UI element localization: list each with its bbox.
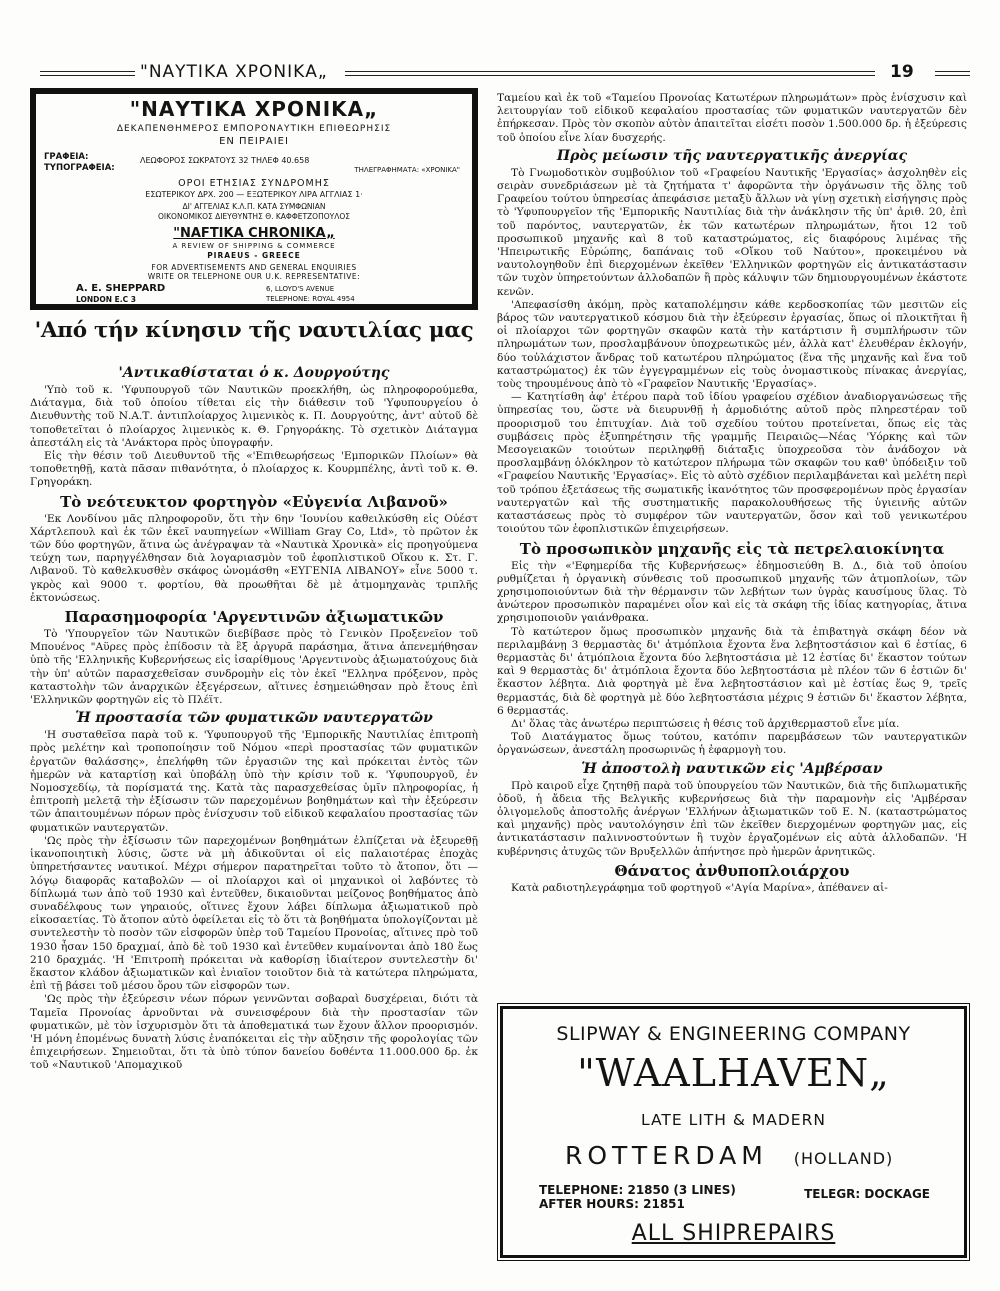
left-column bbox=[30, 362, 478, 1073]
running-title: "ΝΑΥΤΙΚΑ ΧΡΟΝΙΚΑ„ bbox=[140, 62, 328, 82]
masthead-title: "ΝΑΥΤΙΚΑ ΧΡΟΝΙΚΑ„ bbox=[129, 97, 379, 121]
section-heading: Πρὸς μείωσιν τῆς ναυτεργατικῆς ἀνεργίας bbox=[556, 147, 908, 164]
masthead-en-city: PIRAEUS - GREECE bbox=[207, 251, 301, 260]
section-heading: Τὸ προσωπικὸν μηχανῆς εἰς τὰ πετρελαιοκίνητα bbox=[519, 539, 945, 558]
masthead-rep-address: 6, LLOYD'S AVENUE bbox=[266, 285, 335, 293]
masthead-address: ΛΕΩΦΟΡΟΣ ΣΩΚΡΑΤΟΥΣ 32 ΤΗΛΕΦ 40.658 bbox=[140, 156, 310, 165]
paragraph: Τοῦ Διατάγματος ὅμως τούτου, κατόπιν παρεμβάσεων τῶν ναυτεργατικῶν ὀργανώσεων, ἀνεστάλη προσωρινῶς ἡ ἐφαρμογὴ του. bbox=[497, 731, 967, 757]
ad-after-hours: AFTER HOURS: 21851 bbox=[539, 1197, 685, 1211]
paragraph: Εἰς τὴν «'Εφημερίδα τῆς Κυβερνήσεως» ἐδημοσιεύθη Β. Δ., διὰ τοῦ ὁποίου ρυθμίζεται ἡ ὀργανικὴ σύνθεσις τοῦ προσωπικοῦ μηχανῆς τῶν ἀτμοπλοίων, τῶν χρησιμοποιούντων διὰ τὴν θέρμανσιν τῶν λεβήτων των ὑγρὰς καυσίμους ὕλας. Τὸ ἀνώτερον προσωπικὸν παραμένει οἷον καὶ εἰς τὰ σκάφη τῆς ἰδίας κατηγορίας, ἅτινα χρησιμοποιοῦν γαιάνθρακα. bbox=[497, 559, 967, 625]
masthead-rep-city: LONDON E.C 3 bbox=[76, 295, 136, 304]
header-rule bbox=[345, 71, 875, 76]
ad-former-name: LATE LITH & MADERN bbox=[641, 1111, 826, 1129]
masthead-offices-label: ΓΡΑΦΕΙΑ: ΤΥΠΟΓΡΑΦΕΙΑ: bbox=[44, 152, 115, 173]
paragraph: Δι' ὅλας τὰς ἀνωτέρω περιπτώσεις ἡ θέσις τοῦ ἀρχιθερμαστοῦ εἶνε μία. bbox=[511, 717, 900, 730]
section-heading: Θάνατος ἀνθυποπλοιάρχου bbox=[614, 861, 850, 880]
header-rule bbox=[40, 71, 135, 76]
ad-city: ROTTERDAM bbox=[565, 1141, 768, 1170]
paragraph: Τὸ κατώτερον ὅμως προσωπικὸν μηχανῆς διὰ τὰ ἐπιβατηγὰ σκάφη δέον νὰ περιλαμβάνῃ 3 θερμαστὰς δι' ἀτμόπλοια ἔχοντα ἕνα λεβητοστάσιον καὶ 6 ἑστίας, 6 θερμαστὰς δι' ἀτμόπλοια ἔχοντα δύο λεβητοστάσια μὲ 12 ἑστίας δι' ἕκαστον τούτων καὶ 9 θερμαστὰς δι' ἀτμόπλοια ἔχοντα δύο λεβητοστάσια μὲ πλέον τῶν 6 ἑστιῶν δι' ἕκαστον λέβητα. Διὰ φορτηγὰ μὲ ἕνα λεβητοστάσιον καὶ μὲ ἑστίας ἕως 9, τρεῖς θερμαστάς, διὰ δὲ φορτηγὰ μὲ δύο λεβητοστάσια μέχρις 9 ἑστιῶν δι' ἕκαστον λέβητα, 6 θερμαστάς. bbox=[497, 625, 967, 717]
section-heading: Παρασημοφορία 'Αργεντινῶν ἀξιωματικῶν bbox=[64, 608, 444, 627]
masthead-subscription-title: ΟΡΟΙ ΕΤΗΣΙΑΣ ΣΥΝΔΡΟΜΗΣ bbox=[178, 178, 330, 189]
paragraph: — Κατητίσθη ἀφ' ἑτέρου παρὰ τοῦ ἰδίου γραφείου σχέδιον ἀναδιοργανώσεως τῆς ὑπηρεσίας του, ὥστε νὰ διευρυνθῇ ἡ ἁρμοδιότης αὐτοῦ πρὸς πληρεστέραν τοῦ προορισμοῦ του ἐπιτυχίαν. Διὰ τοῦ σχεδίου τούτου προτείνεται, ὅπως εἰς τὰς συμβάσεις πρὸς ἐξυπηρέτησιν τῆς γραμμῆς Πειραιῶς—Νέας 'Υόρκης καὶ τῶν Μεσογειακῶν τοιούτων περιληφθῇ διάταξις ὑποχρεοῦσα τὸν ἀνάδοχον νὰ προσλαμβάνῃ ὁλόκληρον τὸ κατώτερον πλήρωμα τῶν σκαφῶν του καθ' ὑπόδειξιν τοῦ «Γραφείου Ναυτικῆς 'Εργασίας». Εἰς τὸ αὐτὸ σχέδιον περιλαμβάνεται καὶ μελέτη περὶ τοῦ τρόπου ἐξετάσεως τῆς σωματικῆς ἱκανότητος τῶν προσφερομένων πρὸς ἐργασίαν ναυτεργατῶν καὶ τῆς συστηματικῆς παρακολουθήσεως τῆς ὑγιεινῆς αὐτῶν καταστάσεως πρὸς τὸ συμφέρον τῶν ναυτεργατῶν, ὅσον καὶ τοῦ γενικωτέρου τοιούτου τῶν ἐφοπλιστικῶν ἐπιχειρήσεων. bbox=[497, 391, 967, 536]
masthead-en-review: A REVIEW OF SHIPPING & COMMERCE bbox=[172, 242, 336, 250]
masthead-enquiries-1: FOR ADVERTISEMENTS AND GENERAL ENQUIRIES bbox=[151, 263, 357, 272]
paragraph: Εἰς τὴν θέσιν τοῦ Διευθυντοῦ τῆς «'Επιθεωρήσεως 'Εμπορικῶν Πλοίων» θὰ τοποθετηθῇ, κατὰ πᾶσαν πιθανότητα, ὁ πλοίαρχος κ. Κουρμπέλης, ἀντὶ τοῦ κ. Θ. Γρηγοράκη. bbox=[30, 450, 478, 489]
section-heading: Τὸ νεότευκτον φορτηγὸν «Εὐγενία Λιβανοῦ» bbox=[60, 492, 448, 511]
paragraph: Πρὸ καιροῦ εἶχε ζητηθῇ παρὰ τοῦ ὑπουργείου τῶν Ναυτικῶν, διὰ τῆς διπλωματικῆς ὁδοῦ, ἡ ἄδεια τῆς Βελγικῆς κυβερνήσεως διὰ τὴν παραμονὴν εἰς 'Αμβέρσαν ὀλιγομελοῦς ἀποστολῆς ἀνέργων 'Ελλήνων ἀξιωματικῶν τοῦ Ε. Ν. (καταστρώματος καὶ μηχανῆς) πρὸς ναυτολόγησιν ἐπὶ τῶν ἐκεῖθεν διερχομένων φορτηγῶν μας, εἰς ἀντικατάστασιν παλιννοστούντων ἢ τυχὸν ἐργαζομένων εἰς αὐτὰ ἀλλοδαπῶν. 'Η κυβέρνησις ἀτυχῶς τῶν Βρυξελλῶν ἀπήντησε πρὸ ἡμερῶν ἀρνητικῶς. bbox=[497, 779, 967, 858]
masthead-box bbox=[30, 88, 478, 310]
paragraph: 'Ως πρὸς τὴν ἐξίσωσιν τῶν παρεχομένων βοηθημάτων ἐλπίζεται νὰ ἐξευρεθῇ ἱκανοποιητικὴ λύσις, ὥστε νὰ μὴ ἀδικοῦνται οἱ εἰς παλαιοτέρας ἐποχὰς ὑπηρετήσαντες ναυτικοί. Μέχρι σήμερον παρατηρεῖται τοῦτο τὸ ἄτοπον, ὅτι — λόγῳ διαφορᾶς καταβολῶν — οἱ πλοίαρχοι καὶ οἱ μηχανικοὶ οἱ λαβόντες τὸ δίπλωμά των ἀπὸ τοῦ 1930 καὶ ἐντεῦθεν, δικαιοῦνται μείζονος βοηθήματος ἀπὸ συναδέλφους των γηραιούς, οἵτινες ἔχουν λάβει δίπλωμα ἀξιωματικοῦ πρὸ εἰκοσαετίας. Τὸ ἄτοπον αὐτὸ ὀφείλεται εἰς τὸ ὅτι τὰ βοηθήματα ὑπολογίζονται μὲ συντελεστὴν τὸ ποσὸν τῶν εἰσφορῶν ὑπὲρ τοῦ Ταμείου Προνοίας, αἵτινες πρὸ τοῦ 1930 ἦσαν 150 δραχμαί, ἀπὸ δὲ τοῦ 1930 καὶ ἐντεῦθεν κυμαίνονται ἀπὸ 180 ἕως 210 δραχμάς. 'Η 'Επιτροπὴ πρόκειται νὰ καθορίσῃ ἰδιαίτερον συντελεστὴν δι' ἕκαστον κλάδον ἀξιωματικῶν καὶ ἑνιαῖον τοιοῦτον διὰ τὰ κατώτερα πληρώματα, ἐπὶ τῇ βάσει τοῦ μέσου ὅρου τῶν εἰσφορῶν των. bbox=[30, 834, 478, 993]
masthead-rep-name: A. E. SHEPPARD bbox=[76, 283, 166, 294]
masthead-telegraph: ΤΗΛΕΓΡΑΦΗΜΑΤΑ: «ΧΡΟΝΙΚΑ" bbox=[354, 166, 460, 174]
masthead-rep-phone: TELEPHONE: ROYAL 4954 bbox=[266, 295, 355, 303]
masthead-enquiries-2: WRITE OR TELEPHONE OUR U.K. REPRESENTATIVE: bbox=[147, 272, 361, 281]
ad-phones bbox=[539, 1183, 736, 1211]
section-heading: 'Αντικαθίσταται ὁ κ. Δουργούτης bbox=[118, 365, 390, 381]
section-heading: Ἡ ἀποστολὴ ναυτικῶν εἰς 'Αμβέρσαν bbox=[581, 760, 883, 777]
ad-tagline: ALL SHIPREPAIRS bbox=[631, 1221, 836, 1246]
ad-city-line bbox=[565, 1141, 1000, 1170]
masthead-prices: ΕΣΩΤΕΡΙΚΟΥ ΔΡΧ. 200 — ΕΞΩΤΕΡΙΚΟΥ ΛΙΡΑ ΑΓΓΛΙΑΣ 1· bbox=[145, 190, 363, 199]
paragraph: 'Ως πρὸς τὴν ἐξεύρεσιν νέων πόρων γεννῶνται σοβαραὶ δυσχέρειαι, διότι τὰ Ταμεῖα Προνοίας ἀρνοῦνται νὰ συνεισφέρουν διὰ τὴν προστασίαν τῶν φυματικῶν, μὲ τὸν ἰσχυρισμὸν ὅτι τὰ ἀποθεματικά των ἔχουν ἄλλον προορισμόν. 'Η μόνη ἑπομένως δυνατὴ λύσις ἐναπόκειται εἰς τὴν αὔξησιν τῆς φορολογίας τῶν ἐπιχειρήσεων. Σημειοῦται, ὅτι τὰ ὑπὸ τύπον δανείου δοθέντα 11.000.000 δρ. ἐκ τοῦ «Ναυτικοῦ 'Απομαχικοῦ bbox=[30, 993, 478, 1072]
masthead-subtitle: ΔΕΚΑΠΕΝΘΗΜΕΡΟΣ ΕΜΠΟΡΟΝΑΥΤΙΚΗ ΕΠΙΘΕΩΡΗΣΙΣ bbox=[116, 124, 392, 134]
masthead-director: ΟΙΚΟΝΟΜΙΚΟΣ ΔΙΕΥΘΥΝΤΗΣ Θ. ΚΑΦΦΕΤΖΟΠΟΥΛΟΣ bbox=[158, 212, 350, 221]
paragraph: Τὸ 'Υπουργεῖον τῶν Ναυτικῶν διεβίβασε πρὸς τὸ Γενικὸν Προξενεῖον τοῦ Μπουένος "Αϋρες πρὸς ἐπίδοσιν τὰ ἓξ ἀργυρᾶ παράσημα, ἅτινα ἀπενεμήθησαν ὑπὸ τῆς 'Ελληνικῆς Κυβερνήσεως εἰς ἰσαρίθμους 'Αργεντινοὺς ἀξιωματούχους διὰ τὴν ὑπ' αὐτῶν παρασχεθεῖσαν συνδρομὴν εἰς τὸν ἐκεῖ "Ελληνα πρόξενον, πρὸς καταστολὴν τῶν ἀναρχικῶν ἐξεγέρσεων, αἵτινες ἐσημειώθησαν πρὸ ἔτους ἐπὶ 'Ελληνικῶν φορτηγῶν εἰς τὸ Πλέϊτ. bbox=[30, 628, 478, 707]
masthead-en-title: "NAFTIKA CHRONIKA„ bbox=[173, 226, 335, 241]
right-column bbox=[497, 92, 967, 895]
header-rule bbox=[935, 71, 970, 76]
paragraph: 'Απεφασίσθη ἀκόμη, πρὸς καταπολέμησιν κάθε κερδοσκοπίας τῶν μεσιτῶν εἰς βάρος τῶν ναυτεργατικοῦ κόσμου διὰ τὴν ἐξεύρεσιν ἐργασίας, ὅπως οἱ πλοικτῆται ἢ οἱ πλοίαρχοι τῶν φορτηγῶν σκαφῶν κατὰ τὴν κατάρτισιν ἢ συμπλήρωσιν τῶν πληρωμάτων των, προσλαμβάνουν ὑποχρεωτικῶς μέν, ἀλλὰ κατ' ἐλευθέραν ἐκλογήν, δύο τοὐλάχιστον ἄνδρας τοῦ κατωτέρου πληρώματος (ἕνα τῆς μηχανῆς καὶ ἕνα τοῦ καταστρώματος) ἐκ τῶν ἐγγεγραμμένων εἰς τοὺς ὀνομαστικοὺς πίνακας ἀνεργίας, τοὺς τηρουμένους ἀπὸ τὸ «Γραφεῖον Ναυτικῆς 'Εργασίας». bbox=[497, 298, 967, 391]
paragraph: Τὸ Γνωμοδοτικὸν συμβούλιον τοῦ «Γραφείου Ναυτικῆς 'Εργασίας» ἀσχοληθὲν εἰς σειρὰν συνεδριάσεων μὲ τὰ ζητήματα τ' ἀφορῶντα τὴν ὀργάνωσιν τῆς ὅλης τοῦ Γραφείου τούτου ὑπηρεσίας ἀπεφάσισε μεταξὺ ἄλλων νὰ γίνῃ σχετικὴ εἰσήγησις πρὸς τὸ 'Υφυπουργεῖον τῆς 'Εμπορικῆς Ναυτιλίας διὰ τὴν ἀνάκλησιν τῆς ὑπ' ἀριθ. 20, ἐπὶ τοῦ παρόντος, ναυτεργατῶν, ἐκ τῶν κατωτέρων πληρωμάτων, ἤτοι 12 τοῦ προσωπικοῦ μηχανῆς καὶ 8 τοῦ καταστρώματος, εἰς διαφόρους λιμένας τῆς 'Ηπειρωτικῆς Εὐρώπης, δαπάναις τοῦ «Οἴκου τοῦ Ναύτου», προκειμένου νὰ ναυτολογηθοῦν ἐπὶ διερχομένων ἐκεῖθεν 'Ελληνικῶν φορτηγῶν εἰς ἀντικατάστασιν τῶν τυχὸν ὑπηρετούντων ἀλλοδαπῶν ἢ πρὸς κάλυψιν τῶν δημιουργουμένων ἑκάστοτε κενῶν. bbox=[497, 166, 967, 298]
ad-company: SLIPWAY & ENGINEERING COMPANY bbox=[556, 1023, 911, 1045]
paragraph: 'Η συσταθεῖσα παρὰ τοῦ κ. 'Υφυπουργοῦ τῆς 'Εμπορικῆς Ναυτιλίας ἐπιτροπὴ πρὸς μελέτην καὶ τροποποίησιν τοῦ Νόμου «περὶ προστασίας τῶν φυματικῶν ἐργατῶν θαλάσσης», ἐπελήφθη τῶν ἐργασιῶν της καὶ πρόκειται ἐντὸς τῶν ἡμερῶν νὰ καταρτίσῃ καὶ ὑποβάλῃ ὑπὸ τὴν κρίσιν τοῦ κ. 'Υφυπουργοῦ, ἐν Νομοσχεδίῳ, τὰ πορίσματά της. Κατὰ τὰς παρασχεθείσας ὑμῖν πληροφορίας, ἡ ἐπιτροπὴ μελετᾷ τὴν ἐξίσωσιν τῶν παρεχομένων βοηθημάτων καὶ τὴν ἐξεύρεσιν τῶν ἀπαιτουμένων πόρων πρὸς ἐνίσχυσιν τοῦ εἰδικοῦ κεφαλαίου προστασίας τῶν φυματικῶν ναυτεργατῶν. bbox=[30, 729, 478, 834]
ad-name: "WAALHAVEN„ bbox=[577, 1051, 890, 1095]
paragraph: Ταμείου καὶ ἐκ τοῦ «Ταμείου Προνοίας Κατωτέρων πληρωμάτων» πρὸς ἐνίσχυσιν καὶ λειτουργίαν τοῦ εἰδικοῦ κεφαλαίου προστασίας τῶν φυματικῶν ναυτεργατῶν δὲν ἐπήρκεσαν. Πρὸς τὸν σκοπὸν αὐτὸν ἀπαιτεῖται εἰσέτι ποσὸν 1.500.000 δρ. ἡ ἐξεύρεσις τοῦ ὁποίου εἶνε λίαν δυσχερής. bbox=[497, 92, 967, 144]
ad-telegraph: TELEGR: DOCKAGE bbox=[804, 1187, 930, 1201]
ad-country: (HOLLAND) bbox=[793, 1149, 894, 1168]
masthead-city: ΕΝ ΠΕΙΡΑΙΕΙ bbox=[219, 136, 289, 147]
page-number: 19 bbox=[890, 62, 914, 82]
advertisement bbox=[500, 1006, 967, 1258]
masthead-agency: ΔΙ' ΑΓΓΕΛΙΑΣ Κ.Λ.Π. ΚΑΤΑ ΣΥΜΦΩΝΙΑΝ bbox=[182, 202, 326, 211]
paragraph: 'Εκ Λονδίνου μᾶς πληροφοροῦν, ὅτι τὴν 6ην 'Ιουνίου καθειλκύσθη εἰς Οὐέστ Χάρτλεπουλ καὶ ἐκ τῶν ἐκεῖ ναυπηγείων «William Gray Co, Ltd», τὸ πρῶτον ἐκ τῶν δύο φορτηγῶν, ἅτινα ὡς ἀνέγραψαν τὰ «Ναυτικὰ Χρονικὰ» εἰς προηγούμενα τεύχη των, παρηγγέλθησαν διὰ λογαριασμὸν τοῦ ἐφοπλιστικοῦ Οἴκου κ. Στ. Γ. Λιβανοῦ. Τὸ καθελκυσθὲν σκάφος ὠνομάσθη «ΕΥΓΕΝΙΑ ΛΙΒΑΝΟΥ» εἶνε 5000 τ. γκρὸς καὶ 9000 τ. φορτίου, θὰ προωθῆται δὲ μὲ ἀτμομηχανὰς τριπλῆς ἐκτονώσεως. bbox=[30, 512, 478, 604]
paragraph: Κατὰ ραδιοτηλεγράφημα τοῦ φορτηγοῦ «'Αγία Μαρίνα», ἀπέθανεν αἰ- bbox=[511, 881, 888, 894]
section-heading: Ἡ προστασία τῶν φυματικῶν ναυτεργατῶν bbox=[75, 710, 433, 727]
paragraph: 'Υπὸ τοῦ κ. 'Υφυπουργοῦ τῶν Ναυτικῶν προεκλήθη, ὡς πληροφορούμεθα, Διάταγμα, διὰ τοῦ ὁποίου τίθεται εἰς τὴν διάθεσιν τοῦ 'Υφυπουργείου ὁ Διευθυντὴς τοῦ Ν.Α.Τ. ἀντιπλοίαρχος λιμενικὸς κ. Π. Δουργούτης, ἀντ' αὐτοῦ δὲ τοποθετεῖται ὁ πλοίαρχος λιμενικὸς κ. Θ. Γρηγοράκης. Τὸ σχετικὸν Διάταγμα ἀπεστάλη εἰς τὰ 'Ανάκτορα πρὸς ὑπογραφήν. bbox=[30, 384, 478, 449]
running-header bbox=[40, 62, 970, 86]
ad-phone: TELEPHONE: 21850 (3 LINES) bbox=[539, 1183, 736, 1197]
page-headline: 'Από τήν κίνησιν τῆς ναυτιλίας μας bbox=[34, 318, 474, 343]
